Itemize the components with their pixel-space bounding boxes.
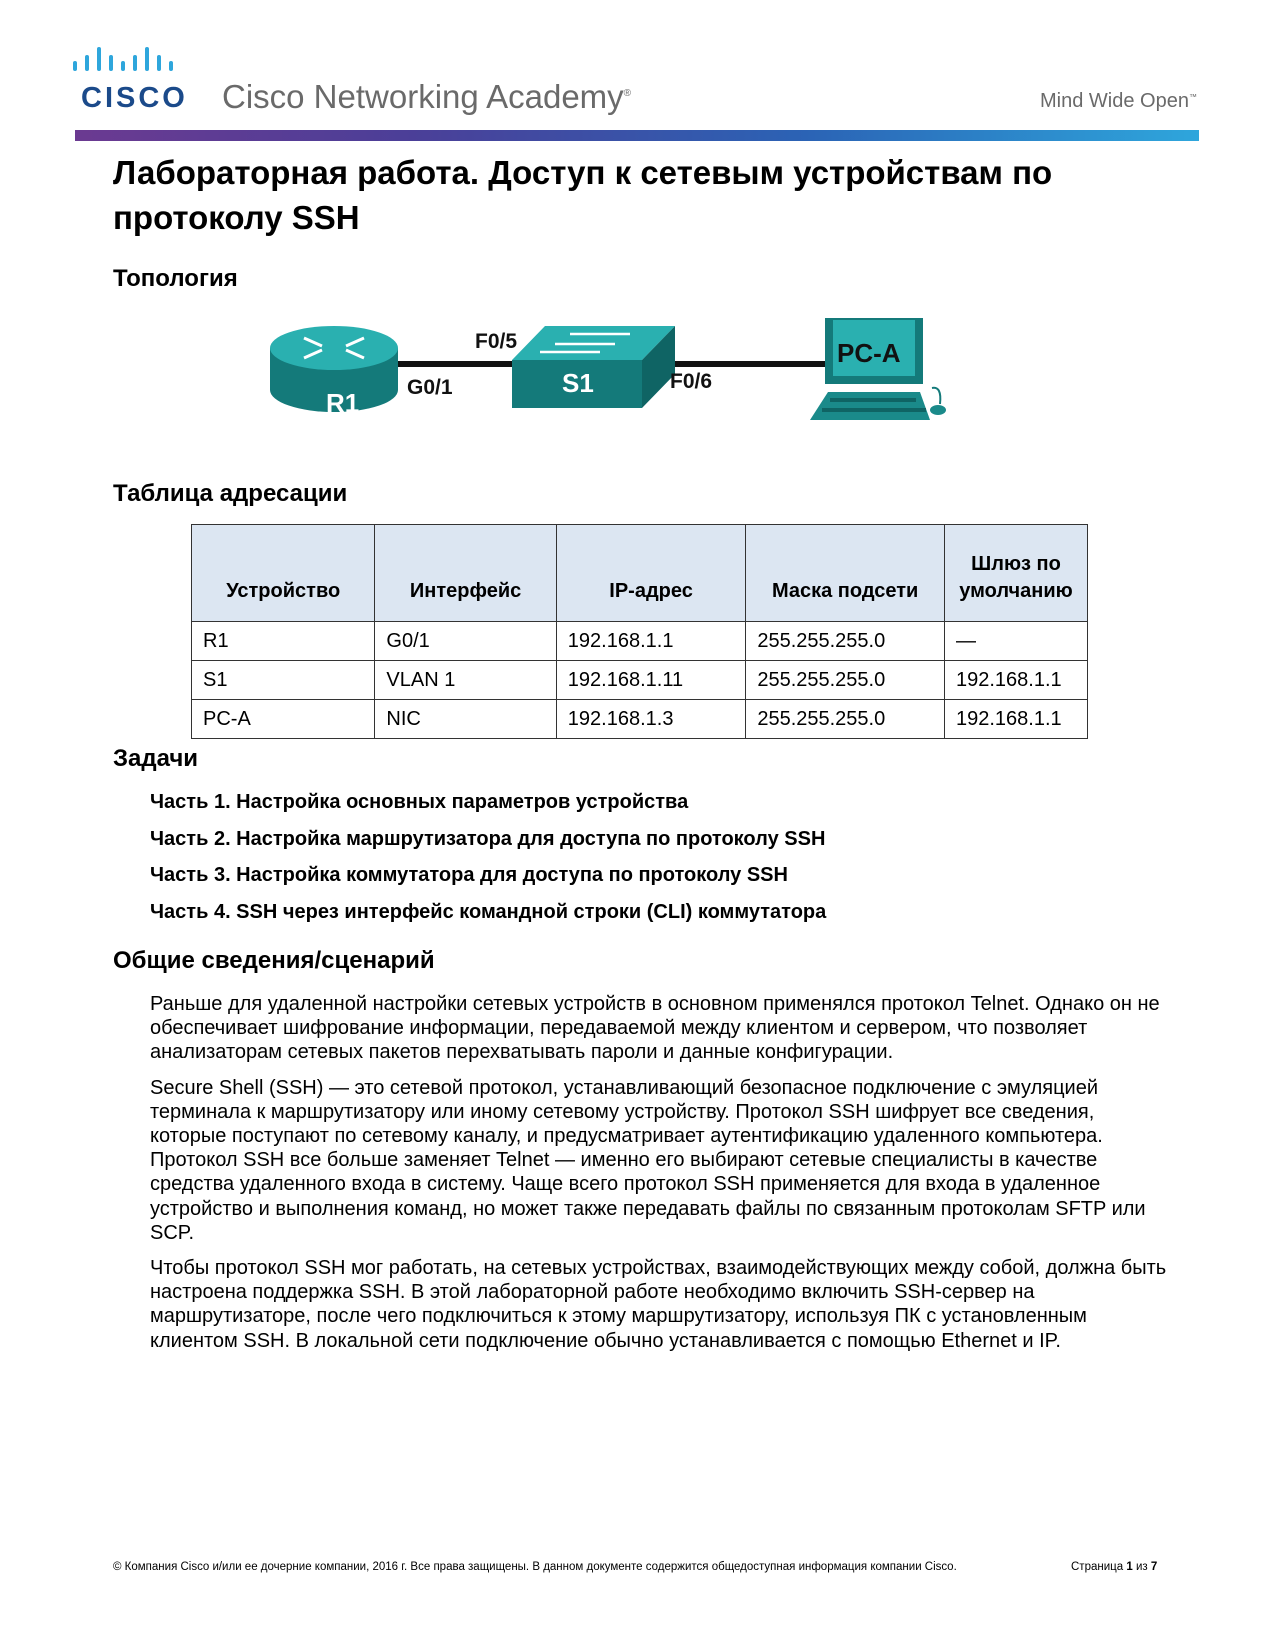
col-device: Устройство: [192, 525, 375, 622]
cell-ip: 192.168.1.3: [556, 700, 746, 739]
cell-device: S1: [192, 661, 375, 700]
s1-port-label-2: F0/6: [670, 370, 713, 393]
background-body: [150, 992, 1170, 1364]
cell-device: R1: [192, 622, 375, 661]
page-total: 7: [1150, 1561, 1158, 1573]
task-item: Часть 1. Настройка основных параметров устройства: [150, 791, 689, 813]
table-row: [192, 661, 1088, 700]
tagline-text: Mind Wide Open: [1040, 90, 1189, 112]
cell-interface: G0/1: [375, 622, 556, 661]
task-item: Часть 2. Настройка маршрутизатора для доступа по протоколу SSH: [150, 827, 826, 850]
cell-interface: VLAN 1: [375, 661, 556, 700]
s1-port-label-1: F0/5: [475, 330, 518, 353]
col-ip: IP-адрес: [556, 525, 746, 622]
switch-label: S1: [562, 368, 594, 398]
table-header-row: [192, 525, 1088, 622]
cell-gateway: 192.168.1.1: [945, 700, 1088, 739]
academy-name-text: Cisco Networking Academy: [222, 78, 624, 115]
page-current: 1: [1126, 1561, 1133, 1573]
registered-mark: ®: [623, 88, 632, 99]
col-gateway-text: Шлюз по умолчанию: [959, 553, 1073, 602]
cell-device: PC-A: [192, 700, 375, 739]
cisco-bars-logo: [73, 47, 183, 77]
footer-page-number: [1071, 1561, 1157, 1573]
tasks-list: [150, 790, 826, 936]
paragraph: Чтобы протокол SSH мог работать, на сетевых устройствах, взаимодействующих между собой, должна быть настроена поддержка SSH. В этой лабораторной работе необходимо включить SSH-сервер на маршрутизаторе, после чего подключиться к этому маршрутизатору, используя ПК с установленным клиентом SSH. В локальной сети подключение обычно устанавливается с помощью Ethernet и IP.: [150, 1257, 1167, 1352]
col-mask: Маска подсети: [746, 525, 945, 622]
paragraph: Раньше для удаленной настройки сетевых устройств в основном применялся протокол Telnet. Однако он не обеспечивает шифрование информации, передаваемой между клиентом и сервером, что позволяет анализаторам сетевых пакетов перехватывать пароли и данные конфигурации.: [150, 993, 1160, 1064]
cell-gateway: 192.168.1.1: [945, 661, 1088, 700]
tasks-heading: Задачи: [113, 745, 199, 772]
pc-icon: [810, 318, 946, 420]
task-item: Часть 3. Настройка коммутатора для доступа по протоколу SSH: [150, 864, 788, 886]
cell-gateway: —: [945, 622, 1088, 661]
topology-heading: Топология: [113, 265, 238, 292]
trademark-mark: ™: [1188, 92, 1197, 102]
cell-ip: 192.168.1.1: [556, 622, 746, 661]
paragraph: Secure Shell (SSH) — это сетевой протокол, устанавливающий безопасное подключение с эмуляцией терминала к маршрутизатору или иному сетевому устройству. Протокол SSH шифрует все сведения, которые поступают по сетевому каналу, и предусматривает аутентификацию удаленного компьютера. Протокол SSH все больше заменяет Telnet — именно его выбирают сетевые специалисты в качестве средства удаленного входа в систему. Чаще всего протокол SSH применяется для входа в удаленное устройство и выполнения команд, но может также передавать файлы по связанным протоколам SFTP или SCP.: [150, 1076, 1146, 1244]
header-gradient-bar: [75, 130, 1199, 141]
table-row: [192, 622, 1088, 661]
academy-name: [222, 78, 631, 116]
col-interface: Интерфейс: [375, 525, 556, 622]
cisco-wordmark: CISCO: [81, 82, 188, 114]
tagline: [1040, 90, 1197, 113]
router-label: R1: [326, 388, 360, 418]
cell-interface: NIC: [375, 700, 556, 739]
footer-copyright: © Компания Cisco и/или ее дочерние компании, 2016 г. Все права защищены. В данном документе содержится общедоступная информация компании Cisco.: [113, 1561, 957, 1573]
cell-mask: 255.255.255.0: [746, 622, 945, 661]
topology-diagram: [270, 318, 1010, 458]
task-item: Часть 4. SSH через интерфейс командной строки (CLI) коммутатора: [150, 900, 827, 923]
cell-mask: 255.255.255.0: [746, 700, 945, 739]
cell-ip: 192.168.1.11: [556, 661, 746, 700]
col-gateway: [945, 525, 1088, 622]
table-row: [192, 700, 1088, 739]
background-heading: Общие сведения/сценарий: [113, 947, 435, 974]
addressing-table: [191, 524, 1088, 739]
page-sep: из: [1135, 1561, 1148, 1573]
page-prefix: Страница: [1071, 1561, 1124, 1573]
document-title: Лабораторная работа. Доступ к сетевым устройствам по протоколу SSH: [113, 154, 1053, 236]
r1-port-label: G0/1: [407, 376, 453, 399]
pc-label: PC-A: [837, 338, 901, 368]
cell-mask: 255.255.255.0: [746, 661, 945, 700]
addressing-heading: Таблица адресации: [113, 480, 348, 507]
page-header: [0, 0, 1275, 140]
